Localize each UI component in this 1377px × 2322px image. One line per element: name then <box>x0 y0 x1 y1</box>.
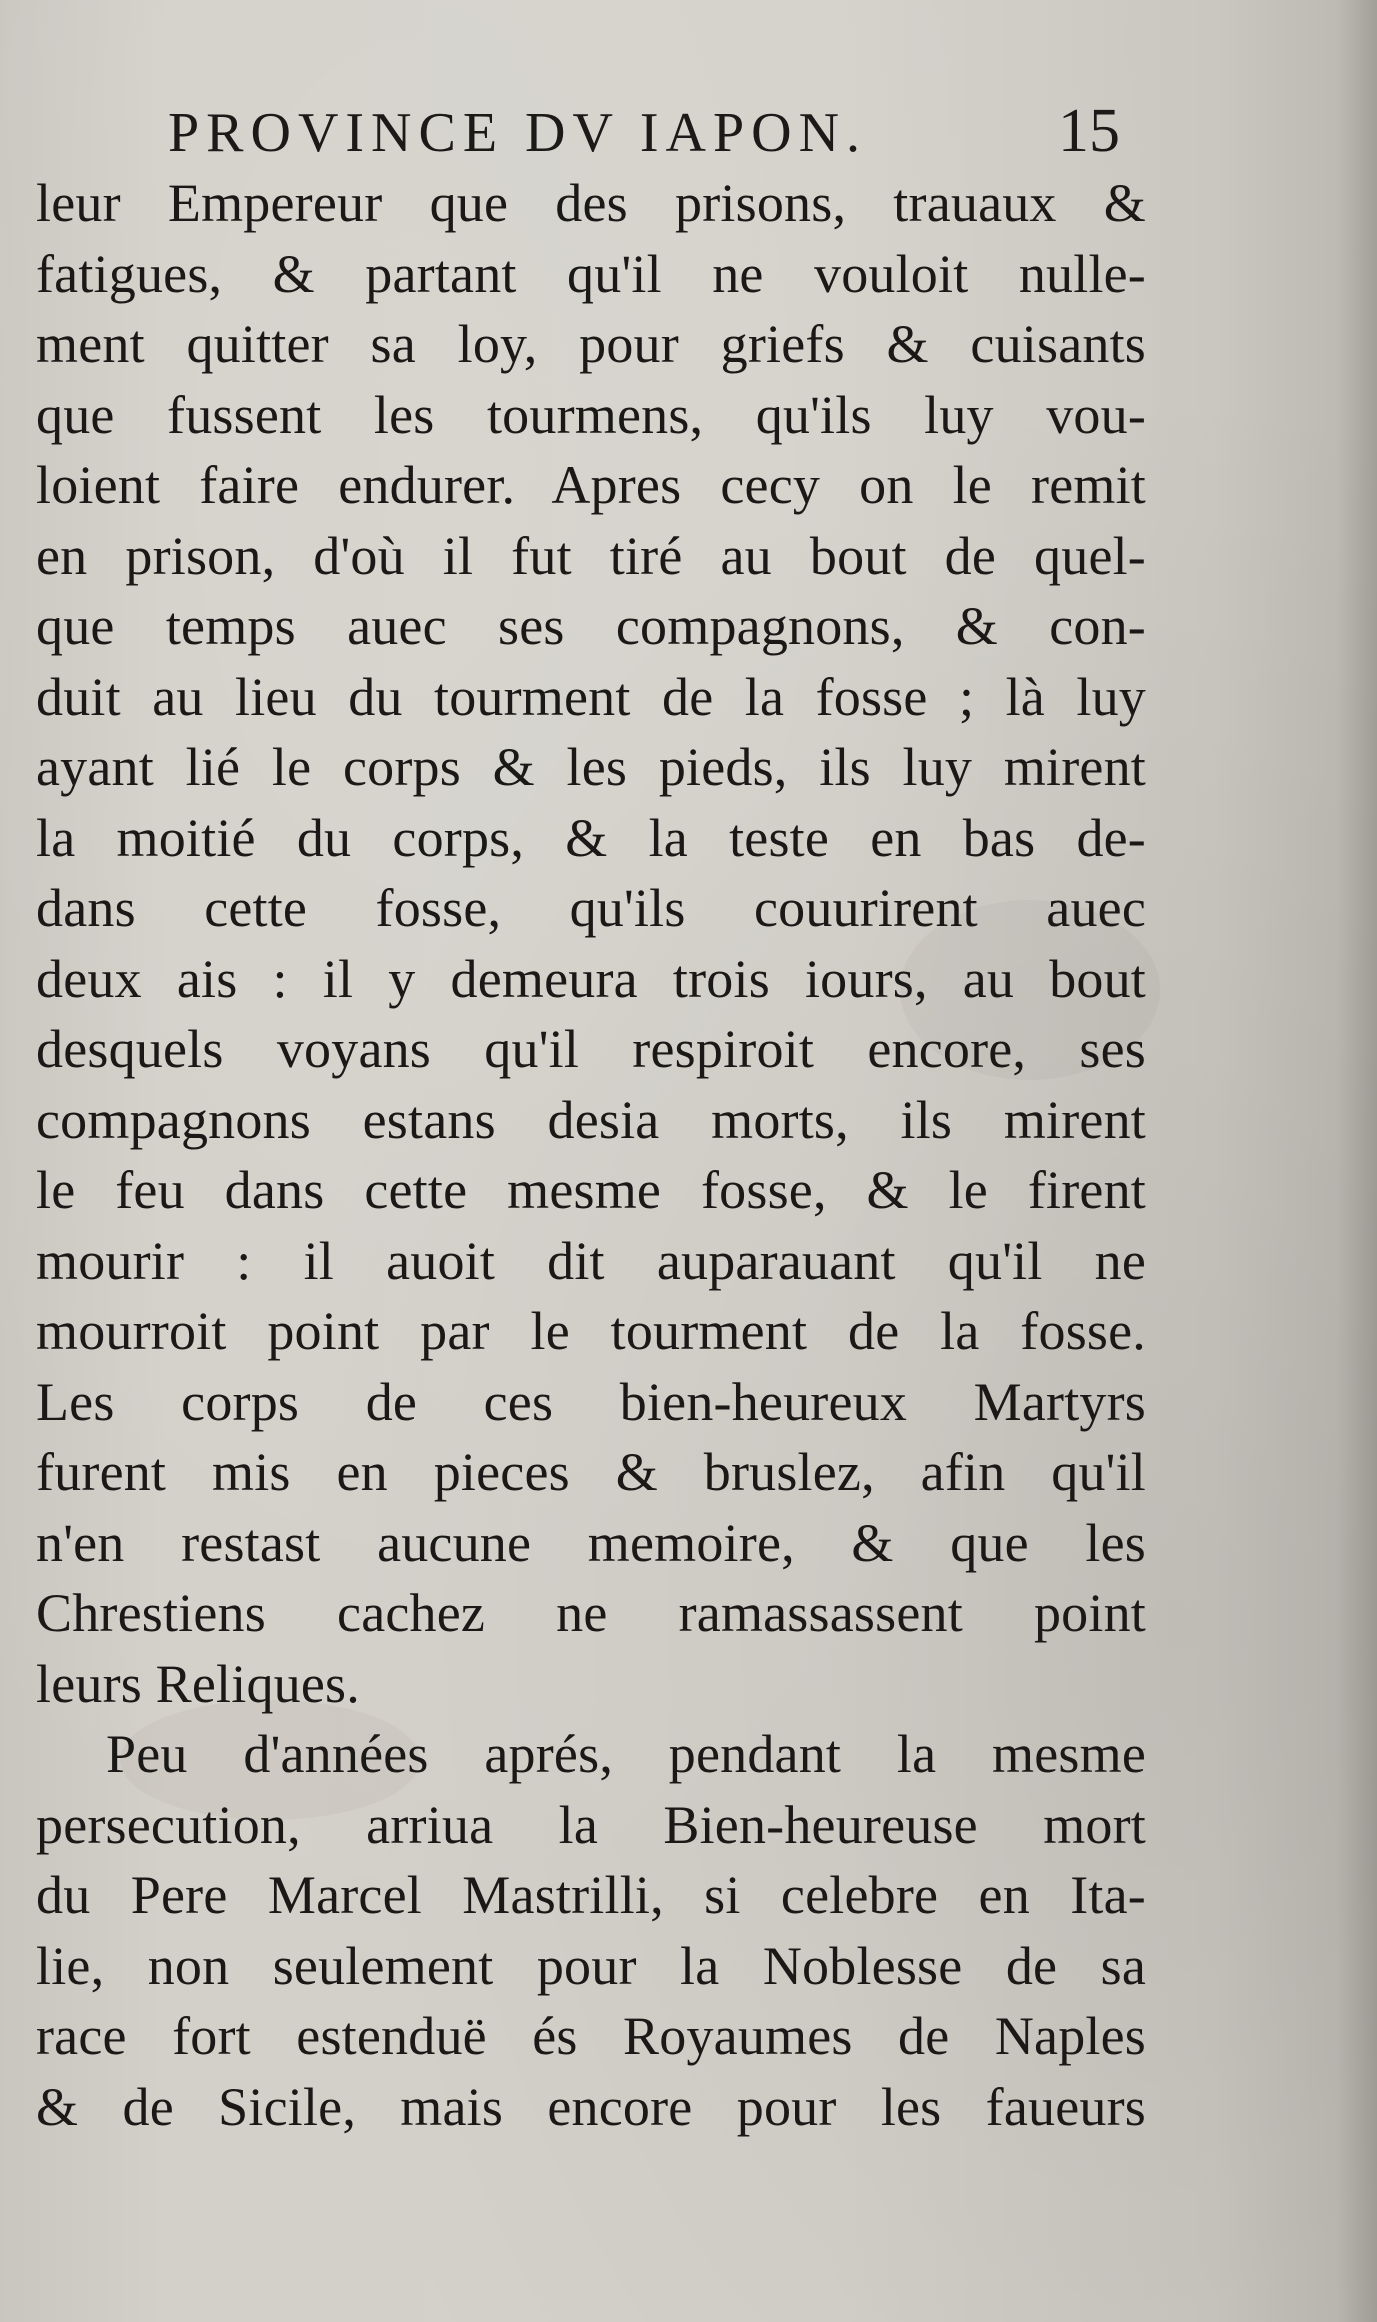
text-line: lie, non seulement pour la Noblesse de sa <box>36 1935 1146 1996</box>
body-text <box>36 168 1146 2142</box>
running-head <box>160 95 1160 175</box>
text-line: Les corps de ces bien-heureux Martyrs <box>36 1371 1146 1432</box>
paragraph-end-line: leurs Reliques. <box>36 1653 360 1714</box>
page-edge-shadow <box>1337 0 1377 2322</box>
text-line: la moitié du corps, & la teste en bas de- <box>36 807 1146 868</box>
text-line: duit au lieu du tourment de la fosse ; là luy <box>36 666 1146 727</box>
text-line: le feu dans cette mesme fosse, & le firent <box>36 1160 1146 1220</box>
text-line: furent mis en pieces & bruslez, afin qu'il <box>36 1442 1146 1502</box>
text-line: persecution, arriua la Bien-heureuse mort <box>36 1794 1146 1855</box>
text-line: & de Sicile, mais encore pour les faueurs <box>36 2076 1146 2137</box>
text-line: dans cette fosse, qu'ils couurirent auec <box>36 878 1146 938</box>
page-number: 15 <box>1058 97 1120 165</box>
text-line: ayant lié le corps & les pieds, ils luy mirent <box>36 737 1146 797</box>
text-line: race fort estenduë és Royaumes de Naples <box>36 2006 1146 2066</box>
text-line: desquels voyans qu'il respiroit encore, ses <box>36 1019 1146 1079</box>
running-title: PROVINCE DV IAPON. <box>168 102 868 164</box>
paragraph-first-line: Peu d'années aprés, pendant la mesme <box>106 1724 1146 1784</box>
text-line: Chrestiens cachez ne ramassassent point <box>36 1583 1146 1643</box>
text-line: compagnons estans desia morts, ils mirent <box>36 1089 1146 1150</box>
text-line: loient faire endurer. Apres cecy on le remit <box>36 455 1146 515</box>
text-line: en prison, d'où il fut tiré au bout de quel- <box>36 525 1146 586</box>
text-line: n'en restast aucune memoire, & que les <box>36 1512 1146 1573</box>
text-line: fatigues, & partant qu'il ne vouloit nulle- <box>36 243 1146 304</box>
text-line: deux ais : il y demeura trois iours, au bout <box>36 948 1146 1009</box>
text-line: mourroit point par le tourment de la fosse. <box>36 1301 1146 1361</box>
text-line: leur Empereur que des prisons, trauaux & <box>36 173 1146 233</box>
text-line: mourir : il auoit dit auparauant qu'il ne <box>36 1230 1146 1291</box>
text-line: du Pere Marcel Mastrilli, si celebre en Ita- <box>36 1865 1146 1925</box>
text-line: que fussent les tourmens, qu'ils luy vou- <box>36 384 1146 445</box>
text-line: que temps auec ses compagnons, & con- <box>36 596 1146 656</box>
text-line: ment quitter sa loy, pour griefs & cuisants <box>36 314 1146 374</box>
